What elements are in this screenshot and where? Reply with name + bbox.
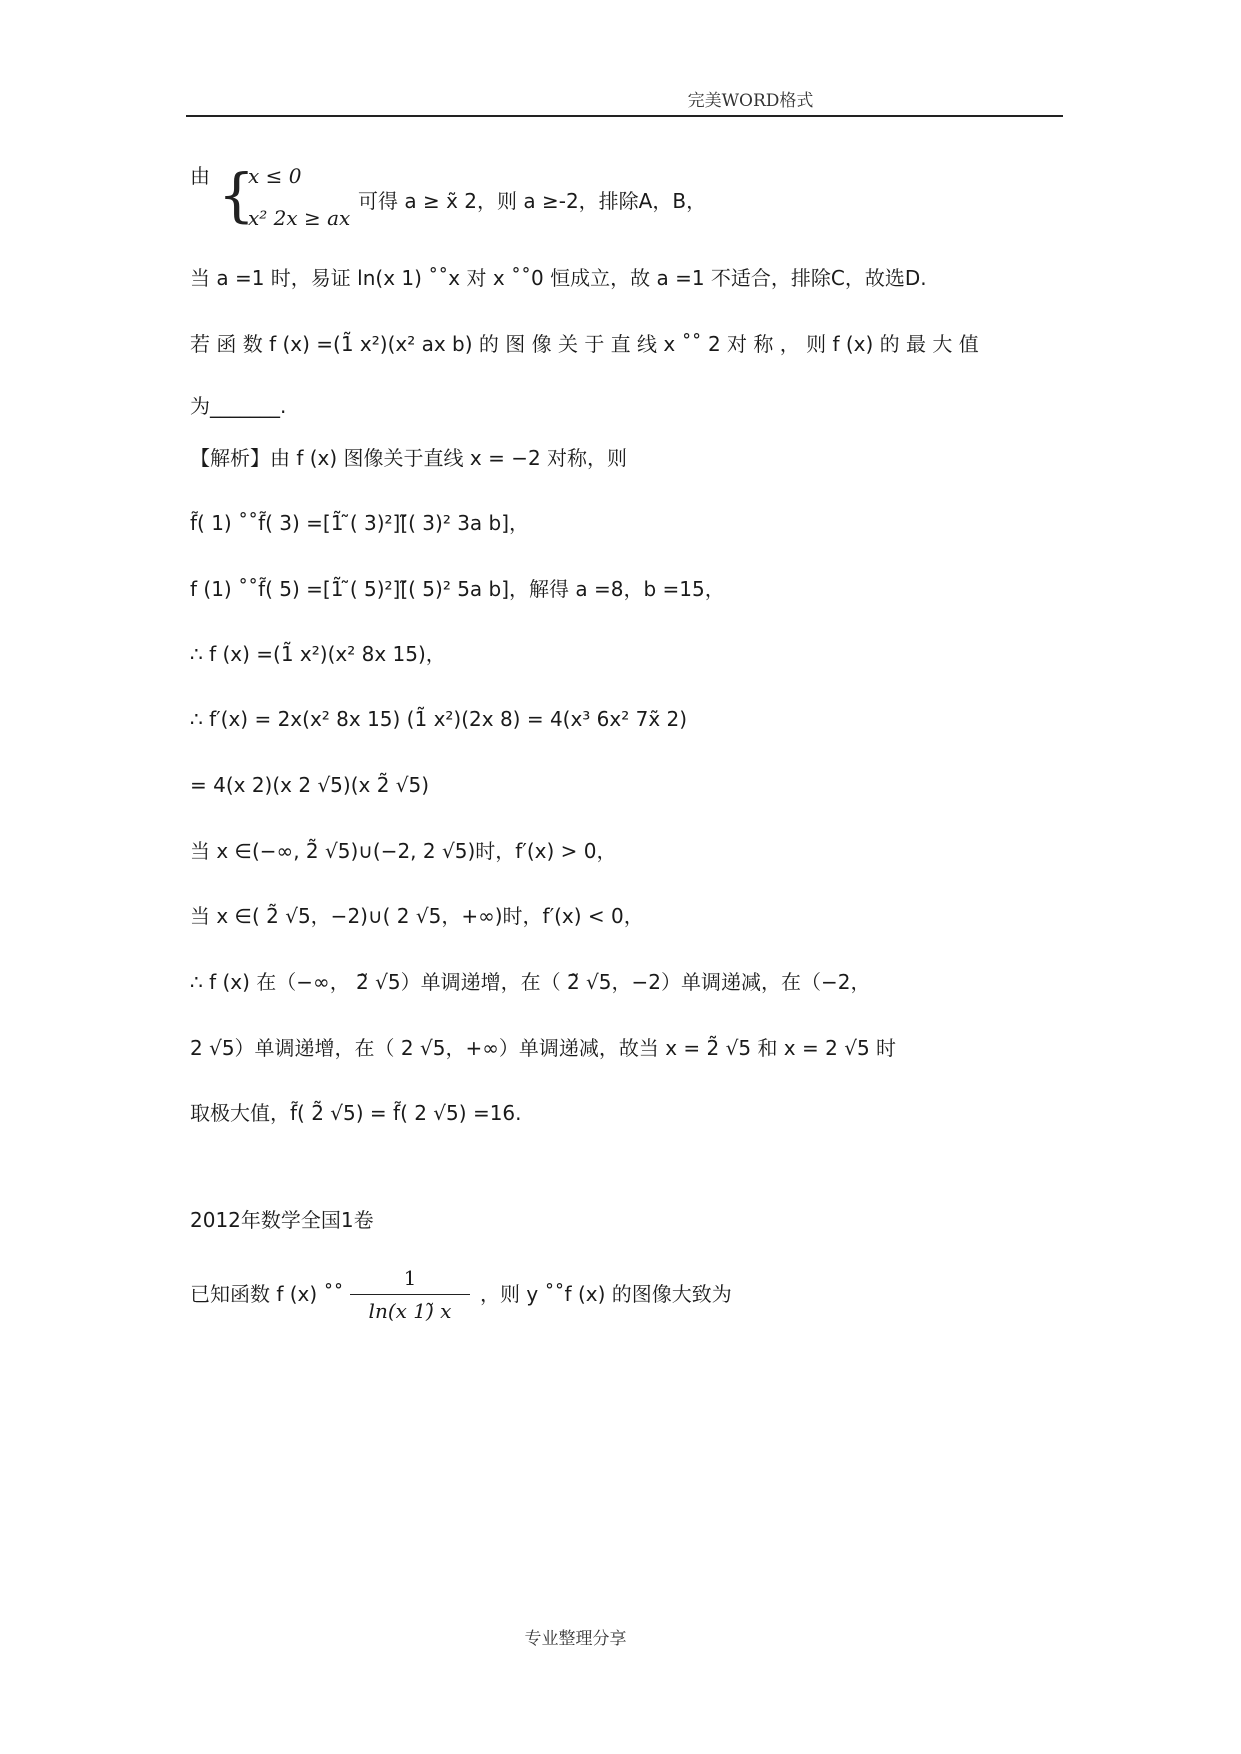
- increasing-interval-line: 当 x ∈(−∞, 2̃ √5)∪(−2, 2 √5)时，f′(x) > 0，: [190, 839, 617, 863]
- header-text: 完美WORD格式: [687, 91, 814, 111]
- fraction-bar: [350, 1294, 470, 1295]
- text-line: 当 a =1 时，易证 ln(x 1) ˚˚x 对 x ˚˚0 恒成立，故 a =1 不适合，排除C，故选D.: [190, 266, 927, 290]
- fraction-numerator: 1: [403, 1266, 417, 1290]
- question-prefix: 已知函数 f (x) ˚˚: [190, 1282, 344, 1306]
- footer-text: 专业整理分享: [524, 1629, 627, 1649]
- monotonicity-line: 2 √5）单调递增，在（ 2 √5，+∞）单调递减，故当 x = 2̃ √5 和 x = 2 √5 时: [190, 1036, 897, 1060]
- equation-line: ∴ f (x) =(1̃ x²)(x² 8x 15)，: [190, 642, 446, 666]
- section-title: 2012年数学全国1卷: [190, 1208, 374, 1232]
- left-brace: {: [218, 161, 255, 229]
- equation-line: f̃( 1) ˚˚f̃( 3) =[1̃ ̃( 3)²][̃( 3)² 3a b]，: [190, 511, 530, 535]
- monotonicity-line: ∴ f (x) 在（−∞， 2̃ √5）单调递增，在（ 2̃ √5，−2）单调递减，在（−2，: [190, 970, 871, 994]
- page-footer: [0, 1624, 1241, 1649]
- derivative-line: ∴ f′(x) = 2x(x² 8x 15) (1̃ x²)(2x 8) = 4(x³ 6x² 7x̃ 2): [190, 707, 688, 731]
- decreasing-interval-line: 当 x ∈( 2̃ √5，−2)∪( 2 √5，+∞)时，f′(x) < 0，: [190, 904, 644, 928]
- page-header: [0, 86, 1241, 111]
- fraction-denominator: ln(x 1)̃ x: [368, 1299, 452, 1323]
- system-prefix: 由: [190, 164, 210, 188]
- equation-line: f (1) ˚˚f̃( 5) =[1̃ ̃( 5)²][̃( 5)² 5a b]，解得 a =8，b =15，: [190, 577, 725, 601]
- piecewise-system: [190, 160, 707, 230]
- question-suffix: ，则 y ˚˚f (x) 的图像大致为: [480, 1282, 732, 1306]
- factored-line: = 4(x 2)(x 2 √5)(x 2̃ √5): [190, 773, 430, 797]
- problem-statement: 若 函 数 f (x) =(1̃ x²)(x² ax b) 的 图 像 关 于 直 线 x ˚˚ 2 对 称 ， 则 f (x) 的 最 大 值: [190, 332, 979, 356]
- answer-blank-line: 为_______.: [190, 394, 287, 418]
- fraction: [350, 1266, 470, 1323]
- system-row-1: x ≤ 0: [248, 164, 302, 188]
- system-row-2: x² 2x ≥ ax: [248, 206, 351, 230]
- maximum-value-line: 取极大值，f̃( 2̃ √5) = f̃( 2 √5) =16.: [190, 1101, 522, 1125]
- header-rule: [186, 115, 1063, 117]
- solution-heading: 【解析】由 f (x) 图像关于直线 x = −2 对称，则: [190, 446, 628, 470]
- system-conclusion: 可得 a ≥ x̃ 2，则 a ≥-2，排除A，B，: [358, 189, 707, 213]
